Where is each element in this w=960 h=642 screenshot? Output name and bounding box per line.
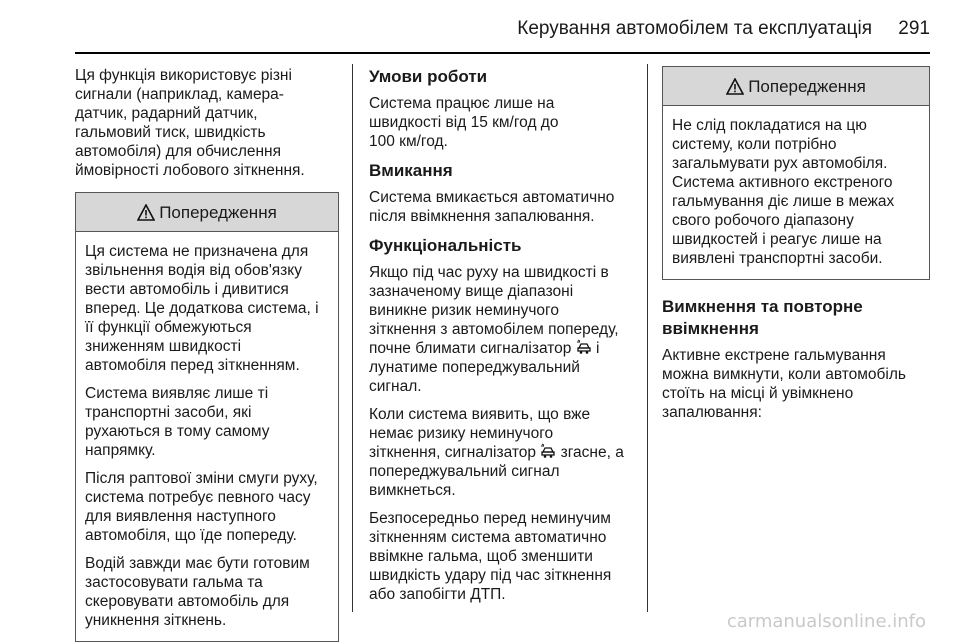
warning-title: Попередження	[748, 76, 866, 96]
warning-box	[75, 192, 339, 642]
text-fragment: Якщо під час руху на швидкості в зазначеному вище діапазоні виникне ризик неминучого зіткнення з автомобілем попереду, почне блимати сигналізатор	[369, 264, 619, 357]
page-title: Керування автомобілем та експлуатація	[517, 18, 872, 39]
text-fragment: Коли система виявить, що вже немає ризику неминучого зіткнення, сигналізатор	[369, 406, 591, 461]
warning-paragraph: Не слід покладатися на цю систему, коли потрібно загальмувати рух автомобіля. Система активного екстреного гальмування діє лише в межах свого робочого діапазону швидкостей і реагує лише на виявлені транспортні засоби.	[672, 117, 895, 267]
page-number: 291	[898, 18, 930, 39]
text-fragment: згасне, а попереджувальний сигнал вимкнеться.	[369, 444, 624, 499]
warning-body	[76, 232, 338, 641]
column-divider	[647, 64, 648, 612]
body-text: Активне екстрене гальмування можна вимкнути, коли автомобіль стоїть на місці й увімкнено запалювання:	[662, 347, 906, 421]
warning-triangle-icon	[137, 204, 155, 221]
body-text	[369, 405, 637, 500]
column-divider	[352, 64, 353, 612]
warning-header	[663, 67, 929, 106]
body-text: Безпосередньо перед неминучим зіткненням система автоматично ввімкне гальма, щоб зменшити швидкість удару під час зіткнення або запобігти ДТП.	[369, 510, 612, 603]
warning-triangle-icon	[726, 78, 744, 95]
body-text: Система працює лише на швидкості від 15 км/год до 100 км/год.	[369, 95, 559, 150]
warning-paragraph: Система виявляє лише ті транспортні засоби, які рухаються в тому самому напрямку.	[85, 385, 270, 459]
warning-header	[76, 193, 338, 232]
warning-body	[663, 106, 929, 279]
section-heading: Функціональність	[369, 236, 522, 255]
header-rule	[75, 52, 930, 54]
warning-paragraph: Ця система не призначена для звільнення водія від обов'язку вести автомобіль і дивитися вперед. Це додаткова система, і її функції обмежуються зниженням швидкості автомобіля перед зіткненням.	[85, 243, 319, 374]
watermark: carmanualsonline.info	[726, 611, 926, 632]
warning-paragraph: Водій завжди має бути готовим застосовувати гальма та скеровувати автомобіль для уникнення зіткнень.	[85, 555, 310, 629]
section-heading: Умови роботи	[369, 67, 488, 86]
warning-paragraph: Після раптової зміни смуги руху, система потребує певного часу для виявлення наступного автомобіля, що їде попереду.	[85, 470, 318, 544]
collision-warning-car-icon	[576, 339, 592, 355]
column-middle	[369, 66, 637, 613]
text-fragment: і лунатиме попереджувальний сигнал.	[369, 340, 600, 395]
collision-warning-car-icon	[540, 443, 556, 459]
warning-box	[662, 66, 930, 280]
section-heading: Вимкнення та повторне ввімкнення	[662, 297, 863, 338]
column-left	[75, 66, 339, 642]
page-header	[0, 18, 930, 54]
body-text	[369, 263, 637, 396]
intro-text: Ця функція використовує різні сигнали (наприклад, камера- датчик, радарний датчик, гальмовий тиск, швидкість автомобіля) для обчислення ймовірності лобового зіткнення.	[75, 67, 305, 179]
column-right	[662, 66, 930, 431]
section-heading: Вмикання	[369, 161, 453, 180]
warning-title: Попередження	[159, 202, 277, 222]
body-text: Система вмикається автоматично після ввімкнення запалювання.	[369, 189, 615, 225]
